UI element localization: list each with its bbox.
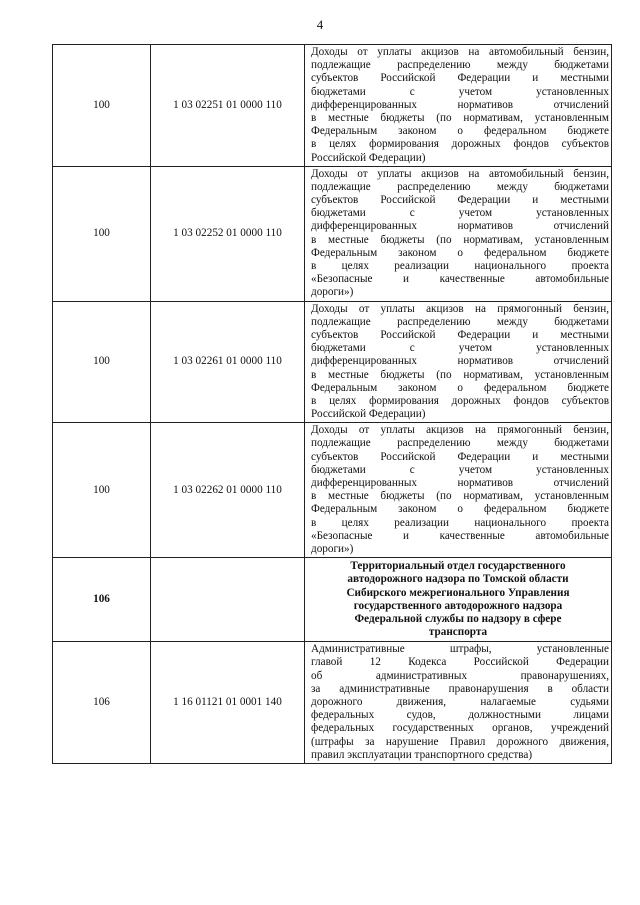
table-body	[53, 45, 612, 764]
description-line: Доходы от уплаты акцизов на прямогонный бензин,	[311, 424, 609, 437]
description-line: дороги»)	[311, 542, 354, 555]
description-line: дифференцированных нормативов отчислений	[311, 355, 609, 368]
description-line: Доходы от уплаты акцизов на автомобильный бензин,	[311, 167, 609, 180]
description-line: Российской Федерации)	[311, 408, 426, 421]
description-line: «Безопасные и качественные автомобильные	[311, 529, 609, 542]
revenue-code-cell: 1 03 02261 01 0000 110	[151, 301, 305, 423]
description-line: государственного автодорожного надзора	[353, 599, 563, 612]
budget-classification-table	[52, 44, 612, 764]
revenue-description-cell	[305, 45, 612, 167]
description-line: Доходы от уплаты акцизов на автомобильный бензин,	[311, 46, 609, 58]
description-line: бюджетами с учетом установленных	[311, 207, 609, 220]
table-row-administrator-header	[53, 558, 612, 642]
description-line: Административные штрафы, установленные	[311, 643, 609, 656]
description-line: в целях реализации национального проекта	[311, 516, 609, 529]
administrator-code-cell: 100	[53, 166, 151, 301]
description-line: дифференцированных нормативов отчислений	[311, 220, 609, 233]
description-line: субъектов Российской Федерации и местными	[311, 328, 609, 341]
administrator-code-cell: 106	[53, 558, 151, 642]
description-line: федеральных судов, должностными лицами	[311, 709, 609, 722]
administrator-code-cell: 100	[53, 423, 151, 558]
description-line: бюджетами с учетом установленных	[311, 85, 609, 98]
revenue-code-cell	[151, 558, 305, 642]
revenue-description-cell	[305, 558, 612, 642]
description-line: автодорожного надзора по Томской области	[347, 573, 569, 586]
description-line: дорожного движения, налагаемые судьями	[311, 696, 609, 708]
revenue-code-cell: 1 03 02252 01 0000 110	[151, 166, 305, 301]
description-line: в местные бюджеты (по нормативам, установленным	[311, 368, 609, 381]
description-line: Федеральным законом о федеральном бюджете	[311, 503, 609, 516]
description-line: Российской Федерации)	[311, 151, 426, 164]
revenue-description-cell	[305, 642, 612, 764]
table-row	[53, 166, 612, 301]
administrator-code-cell: 100	[53, 45, 151, 167]
description-line: дифференцированных нормативов отчислений	[311, 477, 609, 489]
description-line: «Безопасные и качественные автомобильные	[311, 273, 609, 286]
description-line: Доходы от уплаты акцизов на прямогонный бензин,	[311, 302, 609, 315]
description-line: бюджетами с учетом установленных	[311, 342, 609, 355]
revenue-code-cell: 1 16 01121 01 0001 140	[151, 642, 305, 764]
revenue-code-cell: 1 03 02251 01 0000 110	[151, 45, 305, 167]
description-line: транспорта	[428, 626, 488, 639]
description-line: дифференцированных нормативов отчислений	[311, 98, 609, 111]
description-line: федеральных государственных органов, учреждений	[311, 722, 609, 735]
description-line: в местные бюджеты (по нормативам, установленным	[311, 233, 609, 246]
page-number: 4	[316, 17, 324, 32]
revenue-description-cell	[305, 423, 612, 558]
revenue-code-cell: 1 03 02262 01 0000 110	[151, 423, 305, 558]
table-row	[53, 45, 612, 167]
description-line: главой 12 Кодекса Российской Федерации	[311, 656, 609, 669]
description-line: субъектов Российской Федерации и местными	[311, 450, 609, 463]
description-line: Федеральным законом о федеральном бюджете	[311, 381, 609, 394]
description-line: подлежащие распределению между бюджетами	[311, 315, 609, 328]
description-line: Сибирского межрегионального Управления	[346, 586, 570, 599]
description-line: в местные бюджеты (по нормативам, установленным	[311, 111, 609, 124]
administrator-code-cell: 106	[53, 642, 151, 764]
description-line: Федеральным законом о федеральном бюджете	[311, 125, 609, 138]
description-line: подлежащие распределению между бюджетами	[311, 180, 609, 193]
description-line: подлежащие распределению между бюджетами	[311, 437, 609, 450]
description-line: (штрафы за нарушение Правил дорожного движения,	[311, 735, 609, 748]
description-line: в целях формирования дорожных фондов субъектов	[311, 394, 609, 407]
revenue-description-cell	[305, 166, 612, 301]
administrator-code-cell: 100	[53, 301, 151, 423]
revenue-description-cell	[305, 301, 612, 423]
description-line: в местные бюджеты (по нормативам, установленным	[311, 490, 609, 503]
description-line: дороги»)	[311, 286, 354, 299]
description-line: в целях формирования дорожных фондов субъектов	[311, 138, 609, 151]
description-line: Федеральной службы по надзору в сфере	[354, 612, 562, 625]
description-line: субъектов Российской Федерации и местными	[311, 194, 609, 207]
description-line: за административные правонарушения в области	[311, 682, 609, 695]
description-line: об административных правонарушениях,	[311, 669, 609, 682]
table-row	[53, 301, 612, 423]
description-line: субъектов Российской Федерации и местными	[311, 72, 609, 85]
description-line: правил эксплуатации транспортного средства)	[311, 748, 533, 761]
description-line: в целях реализации национального проекта	[311, 260, 609, 272]
description-line: подлежащие распределению между бюджетами	[311, 59, 609, 72]
description-line: Территориальный отдел государственного	[350, 560, 566, 573]
description-line: бюджетами с учетом установленных	[311, 463, 609, 476]
description-line: Федеральным законом о федеральном бюджете	[311, 246, 609, 259]
table-row	[53, 423, 612, 558]
table-row	[53, 642, 612, 764]
